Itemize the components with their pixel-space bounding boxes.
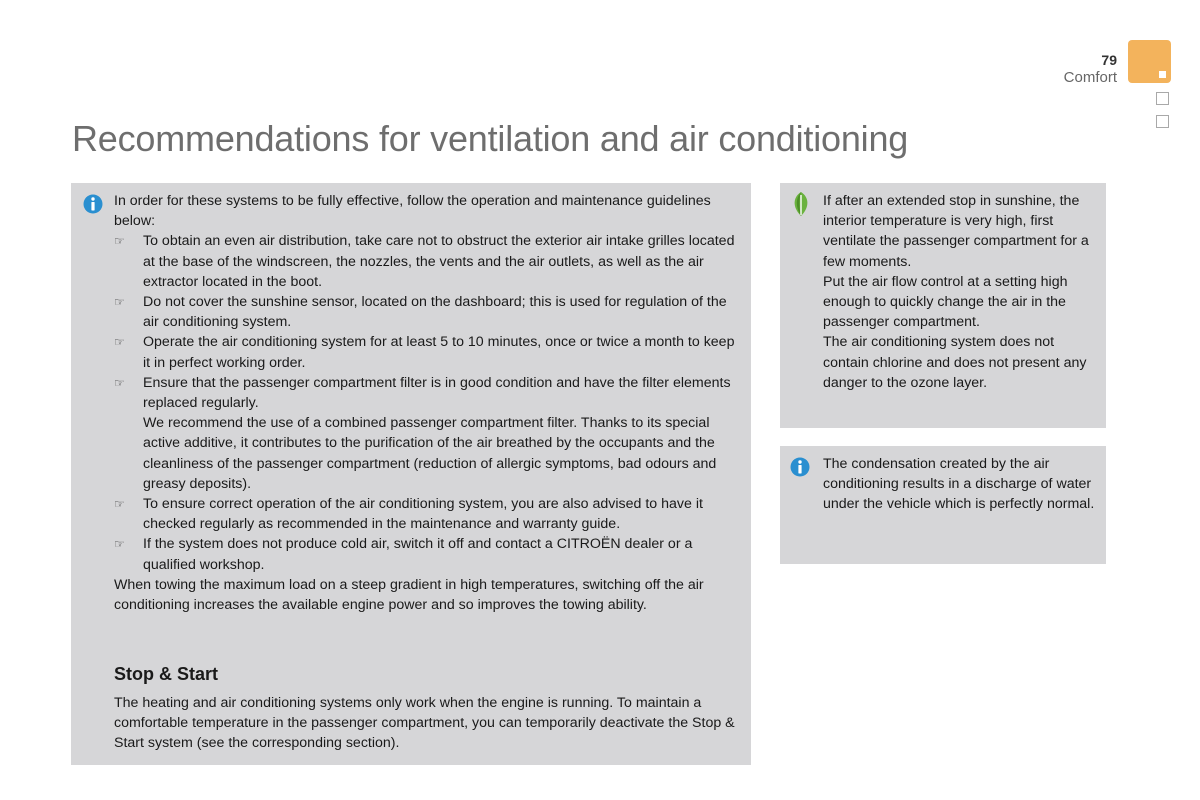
intro-text: In order for these systems to be fully effective, follow the operation and maintenance guidelines below:	[114, 193, 711, 230]
main-info-panel	[71, 183, 751, 765]
list-item	[114, 292, 744, 332]
condensation-text: The condensation created by the air conditioning results in a discharge of water under the vehicle which is perfectly normal.	[823, 456, 1095, 513]
pointing-hand-icon: ☞	[114, 335, 125, 350]
eco-tip-panel	[780, 183, 1106, 428]
list-item-text: Operate the air conditioning system for at least 5 to 10 minutes, once or twice a month to keep it in perfect working order.	[143, 334, 735, 371]
info-icon	[790, 457, 810, 482]
stop-start-heading: Stop & Start	[114, 664, 219, 684]
list-item	[114, 534, 744, 574]
list-item	[114, 231, 744, 292]
pointing-hand-icon: ☞	[114, 537, 125, 552]
pointing-hand-icon: ☞	[114, 295, 125, 310]
eco-tip-paragraph: If after an extended stop in sunshine, the interior temperature is very high, first ventilate the passenger compartment for a few moments.	[823, 193, 1089, 270]
pointing-hand-icon: ☞	[114, 375, 125, 390]
pointing-hand-icon: ☞	[114, 234, 125, 249]
list-item-text: To ensure correct operation of the air conditioning system, you are also advised to have it checked regularly as recommended in the maintenance and warranty guide.	[143, 496, 703, 533]
eco-leaf-icon	[790, 191, 812, 222]
page-title: Recommendations for ventilation and air conditioning	[72, 118, 909, 159]
section-name: Comfort	[1063, 69, 1117, 86]
eco-tip-paragraph: Put the air flow control at a setting high enough to quickly change the air in the passenger compartment.	[823, 273, 1068, 331]
list-item-text: Do not cover the sunshine sensor, located on the dashboard; this is used for regulation of the air conditioning system.	[143, 294, 727, 331]
towing-note: When towing the maximum load on a steep gradient in high temperatures, switching off the air conditioning increases the available engine power and so improves the towing ability.	[114, 576, 704, 614]
chapter-tab[interactable]	[1156, 92, 1169, 105]
list-item-text: Ensure that the passenger compartment filter is in good condition and have the filter elements replaced regularly.	[143, 374, 731, 412]
list-item	[114, 494, 744, 534]
list-item	[114, 373, 744, 494]
tab-marker	[1159, 71, 1166, 78]
page-number: 79	[1101, 52, 1117, 68]
pointing-hand-icon: ☞	[114, 497, 125, 512]
list-item-text: To obtain an even air distribution, take care not to obstruct the exterior air intake grilles located at the base of the windscreen, the nozzles, the vents and the air outlets, as well as the air extractor located in the boot.	[143, 233, 735, 290]
eco-tip-paragraph: The air conditioning system does not contain chlorine and does not present any danger to the ozone layer.	[823, 334, 1087, 391]
chapter-tab[interactable]	[1156, 115, 1169, 128]
list-item-detail: We recommend the use of a combined passenger compartment filter. Thanks to its special active additive, it contributes to the purification of the air breathed by the occupants and the cleanliness of the passenger compartment (reduction of allergic symptoms, bad odours and greasy deposits).	[143, 415, 717, 492]
list-item-text: If the system does not produce cold air, switch it off and contact a CITROËN dealer or a qualified workshop.	[143, 536, 693, 573]
condensation-info-panel	[780, 446, 1106, 564]
recommendation-list	[114, 231, 744, 574]
info-icon	[83, 194, 103, 219]
eco-tip-text	[823, 191, 1101, 393]
stop-start-text: The heating and air conditioning systems only work when the engine is running. To maintain a comfortable temperature in the passenger compartment, you can temporarily deactivate the Stop & Start system (see the corresponding section).	[114, 695, 735, 752]
chapter-tab-active[interactable]	[1128, 40, 1171, 83]
list-item	[114, 332, 744, 372]
main-text	[114, 191, 744, 615]
